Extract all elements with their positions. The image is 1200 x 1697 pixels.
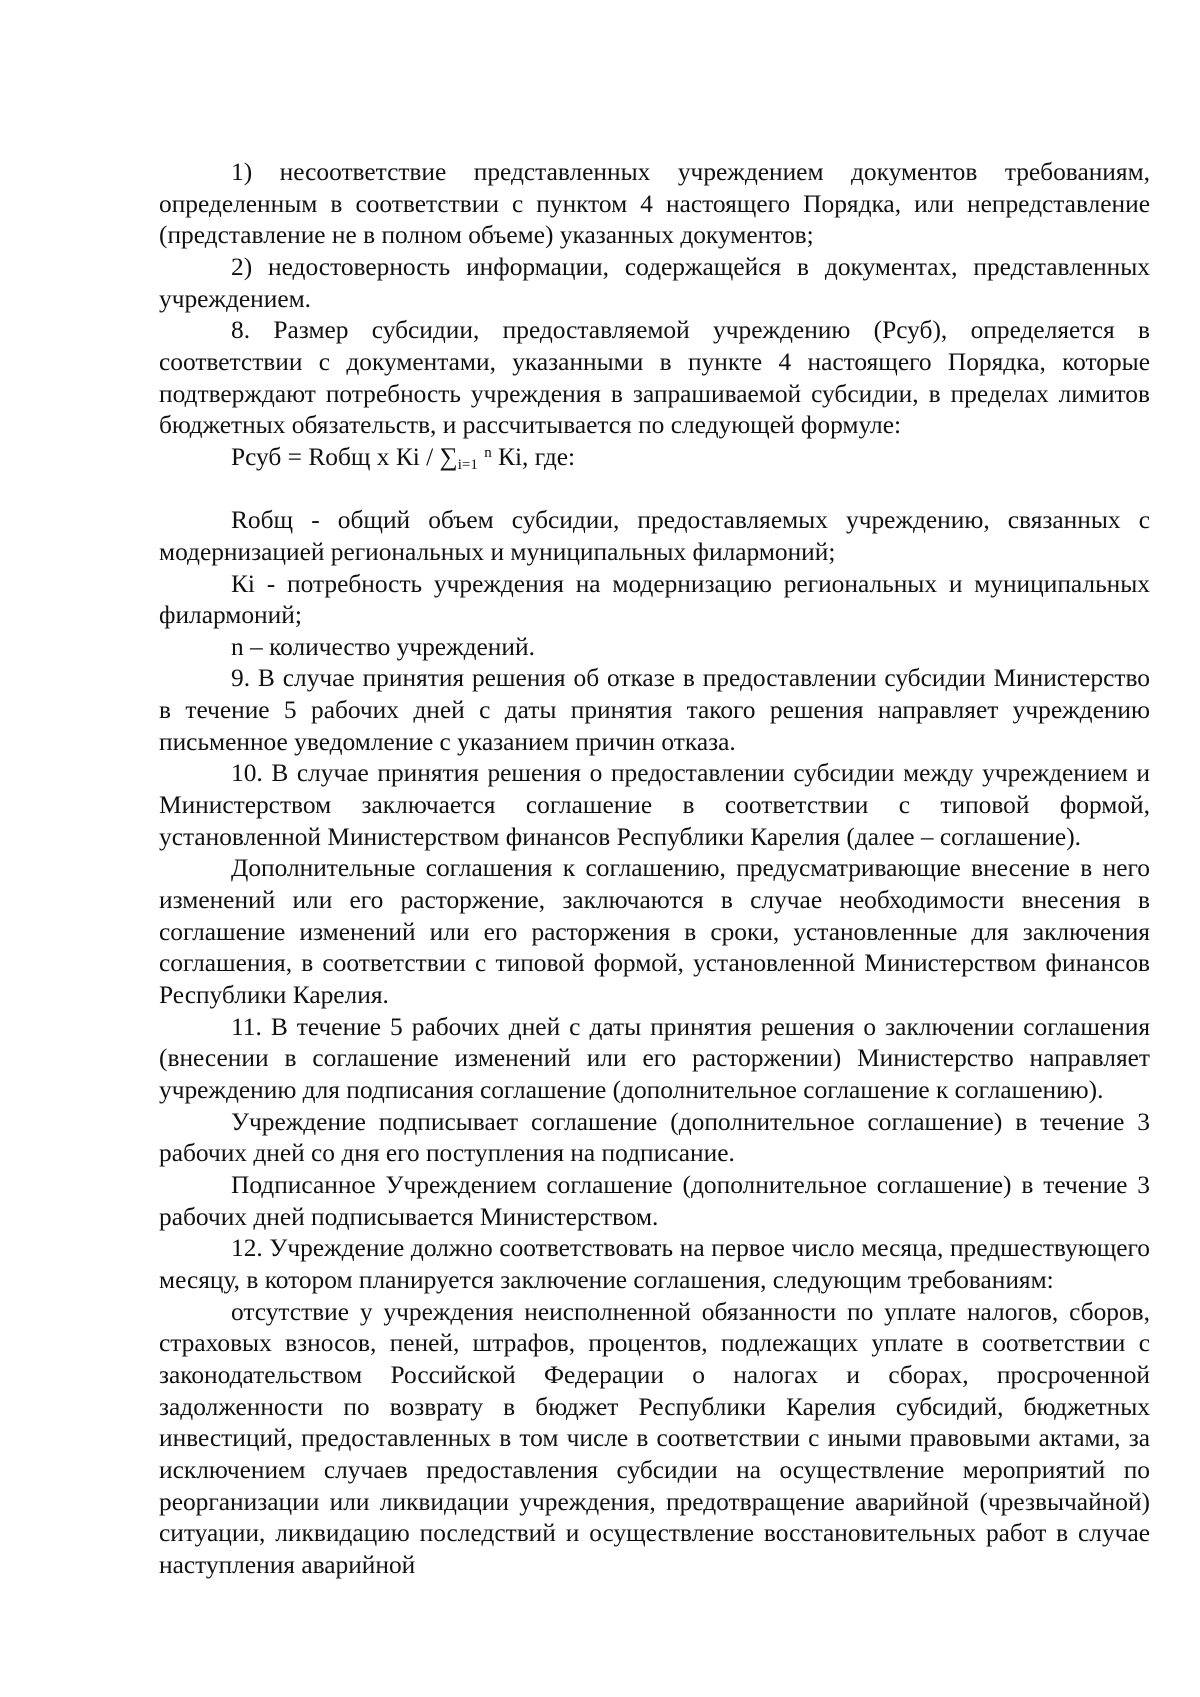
paragraph-item-1-mismatch: 1) несоответствие представленных учреждением документов требованиям, определенным в соответствии с пунктом 4 настоящего Порядка, или непредставление (представление не в полном объеме) указанных документов; (159, 158, 1150, 250)
paragraph-ki-definition: Кi - потребность учреждения на модернизацию региональных и муниципальных филармоний; (159, 569, 1150, 630)
paragraph-no-debts-requirement: отсутствие у учреждения неисполненной обязанности по уплате налогов, сборов, страховых взносов, пеней, штрафов, процентов, подлежащих уплате в соответствии с законодательством Российской Федерации о налогах и сборах, просроченной задолженности по возврату в бюджет Республики Карелия субсидий, бюджетных инвестиций, предоставленных в том числе в соответствии с иными правовыми актами, за исключением случаев предоставления субсидии на осуществление мероприятий по реорганизации или ликвидации учреждения, предотвращение аварийной (чрезвычайной) ситуации, ликвидацию последствий и осуществление восстановительных работ в случае наступления аварийной (159, 1297, 1150, 1579)
document-body (159, 157, 1150, 1582)
paragraph-item-2-unreliable: 2) недостоверность информации, содержащейся в документах, представленных учреждением. (159, 252, 1150, 313)
paragraph-institution-signs: Учреждение подписывает соглашение (дополнительное соглашение) в течение 3 рабочих дней со дня его поступления на подписание. (159, 1107, 1150, 1168)
subsidy-formula (159, 442, 1150, 474)
paragraph-additional-agreements: Дополнительные соглашения к соглашению, предусматривающие внесение в него изменений или его расторжение, заключаются в случае необходимости внесения в соглашение изменений или его расторжения в сроки, установленные для заключения соглашения, в соответствии с типовой формой, установленной Министерством финансов Республики Карелия. (159, 854, 1150, 1010)
paragraph-n-definition: n – количество учреждений. (231, 632, 535, 661)
paragraph-12-requirements: 12. Учреждение должно соответствовать на первое число месяца, предшествующего месяцу, в котором планируется заключение соглашения, следующим требованиям: (159, 1234, 1150, 1294)
formula-rhs: Кi, где: (491, 442, 576, 471)
paragraph-9-refusal: 9. В случае принятия решения об отказе в предоставлении субсидии Министерство в течение 5 рабочих дней с даты принятия такого решения направляет учреждению письменное уведомление с указанием причин отказа. (159, 664, 1150, 756)
formula-sum-superscript: n (484, 444, 492, 461)
paragraph-ministry-signs: Подписанное Учреждением соглашение (дополнительное соглашение) в течение 3 рабочих дней подписывается Министерством. (159, 1170, 1150, 1231)
paragraph-robsch-definition: Rобщ - общий объем субсидии, предоставляемых учреждению, связанных с модернизацией региональных и муниципальных филармоний; (159, 506, 1150, 566)
blank-line (159, 474, 1150, 506)
paragraph-11-signing: 11. В течение 5 рабочих дней с даты принятия решения о заключении соглашения (внесении в соглашение изменений или его расторжении) Министерство направляет учреждению для подписания соглашение (дополнительное соглашение к соглашению). (159, 1012, 1150, 1105)
formula-lhs: Рсуб = Rобщ x Кi / ∑ (231, 442, 458, 471)
formula-sum-subscript: i=1 (457, 456, 478, 473)
paragraph-8-subsidy-size: 8. Размер субсидии, предоставляемой учреждению (Рсуб), определяется в соответствии с документами, указанными в пункте 4 настоящего Порядка, которые подтверждают потребность учреждения в запрашиваемой субсидии, в пределах лимитов бюджетных обязательств, и рассчитывается по следующей формуле: (159, 316, 1150, 440)
paragraph-10-agreement: 10. В случае принятия решения о предоставлении субсидии между учреждением и Министерством заключается соглашение в соответствии с типовой формой, установленной Министерством финансов Республики Карелия (далее – соглашение). (159, 759, 1150, 851)
